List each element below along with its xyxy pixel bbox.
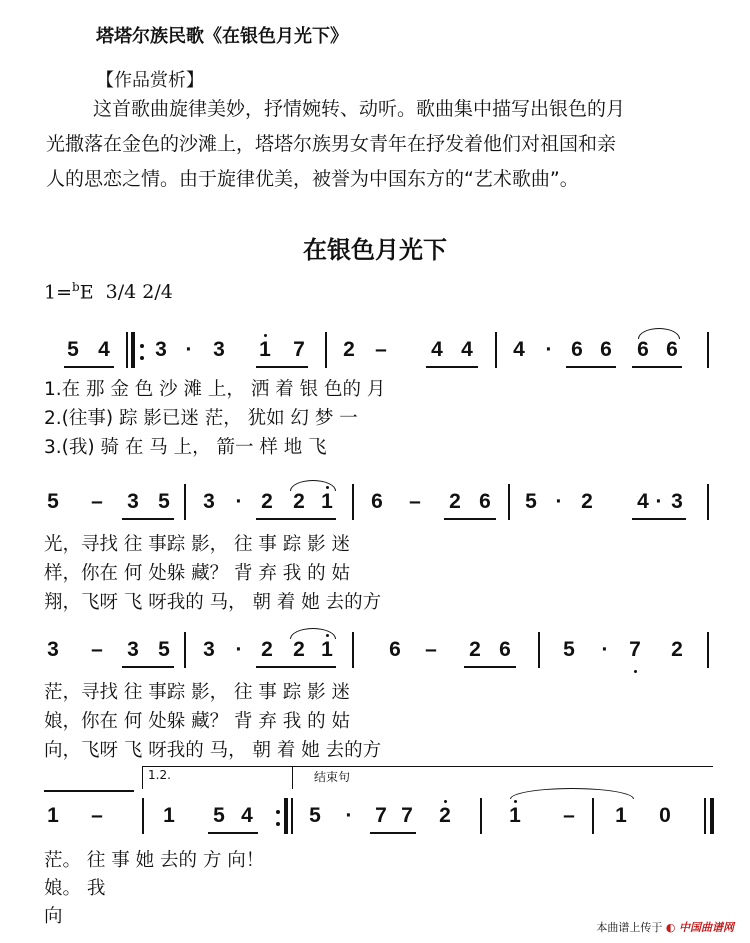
note: 3 [203,490,215,513]
repeat-start [131,332,135,368]
note: · [555,490,563,513]
note: · [235,638,243,661]
note: 6 [666,338,678,361]
note: 4 [431,338,443,361]
note: 3 [213,338,225,361]
note: 6 [499,638,511,661]
note: 2 [469,638,481,661]
barline [291,798,293,834]
note: 4 [98,338,110,361]
note: · [601,638,609,661]
key-prefix: 1= [44,281,73,304]
key-signature [44,280,173,303]
footer-brand[interactable]: 中国曲谱网 [679,921,734,934]
note: 7 [293,338,305,361]
appreciation-label: 【作品赏析】 [96,70,204,91]
notation-row-3 [0,638,750,668]
note: · [545,338,553,361]
note: 3 [671,490,683,513]
note: 7 [629,638,641,661]
tie [510,788,634,799]
barline [352,632,354,668]
slur [638,328,680,339]
underline [122,666,174,668]
note: 6 [371,490,383,513]
octave-dot [264,334,267,337]
key-note: E [79,281,94,304]
repeat-dot [276,822,280,826]
underline [256,518,336,520]
note: 1 [321,490,333,513]
paragraph-line: 人的思恋之情。由于旋律优美，被誉为中国东方的“艺术歌曲”。 [46,168,579,190]
note: 4 [241,804,253,827]
barline [184,484,186,520]
notation-row-2 [0,490,750,520]
ending-bracket [292,766,713,789]
underline [256,666,336,668]
barline [707,632,709,668]
note: 5 [158,638,170,661]
note: 6 [389,638,401,661]
note: 2 [293,490,305,513]
note: 5 [67,338,79,361]
note: 6 [571,338,583,361]
barline [592,798,594,834]
note: – [409,490,421,513]
note: 1 [47,804,59,827]
barline [325,332,327,368]
footer-credit [596,919,734,935]
note: 2 [261,638,273,661]
note: 5 [47,490,59,513]
note: · [655,490,663,513]
repeat-dot [140,344,144,348]
barline [352,484,354,520]
note: · [185,338,193,361]
lyric-line: 3.(我) 骑 在 马 上， 箭一 样 地 飞 [44,437,327,458]
final-barline-thick [710,798,714,834]
note: 3 [203,638,215,661]
octave-dot [514,800,517,803]
note: · [345,804,353,827]
octave-dot [444,800,447,803]
note: 1 [615,804,627,827]
note: 6 [479,490,491,513]
paragraph-line: 这首歌曲旋律美妙，抒情婉转、动听。歌曲集中描写出银色的月 [93,98,626,120]
key-flat: b [72,280,80,294]
note: – [91,804,103,827]
underline [566,366,616,368]
note: – [91,638,103,661]
note: 1 [509,804,521,827]
note: 1 [163,804,175,827]
underline [256,366,308,368]
note: 2 [261,490,273,513]
note: 2 [671,638,683,661]
barline [707,484,709,520]
note: 3 [155,338,167,361]
underline [464,666,516,668]
underline [208,832,258,834]
barline [508,484,510,520]
lyric-line: 翔，飞呀 飞 呀我的 马， 朝 着 她 去的方 [44,592,382,613]
note: 6 [600,338,612,361]
note: 7 [401,804,413,827]
notation-row-4 [0,804,750,834]
note: – [91,490,103,513]
lyric-line: 向，飞呀 飞 呀我的 马， 朝 着 她 去的方 [44,740,382,761]
underline [122,518,174,520]
note: 4 [637,490,649,513]
lyric-line: 茫。 往 事 她 去的 方 向！ [44,850,265,871]
note: · [235,490,243,513]
repeat-dot [276,810,280,814]
note: 7 [375,804,387,827]
underline [426,366,478,368]
note: 2 [343,338,355,361]
underline [370,832,416,834]
note: 1 [321,638,333,661]
note: – [425,638,437,661]
lyric-line: 茫，寻找 往 事踪 影， 往 事 踪 影 迷 [44,682,351,703]
note: 2 [449,490,461,513]
note: 5 [213,804,225,827]
time-signature: 3/4 2/4 [105,281,173,304]
appreciation-paragraph [46,92,716,197]
note: 4 [513,338,525,361]
barline [184,632,186,668]
lyric-line: 光，寻找 往 事踪 影， 往 事 踪 影 迷 [44,534,351,555]
barline [538,632,540,668]
note: 4 [461,338,473,361]
note: – [563,804,575,827]
note: 5 [158,490,170,513]
song-title: 在银色月光下 [303,235,447,264]
notation-row-1 [0,338,750,368]
repeat-end [284,798,288,834]
underline [444,518,496,520]
repeat-dot [140,356,144,360]
lyric-line: 娘，你在 何 处躲 藏？ 背 弃 我 的 姑 [44,711,351,732]
note: 2 [293,638,305,661]
barline [142,798,144,834]
note: 3 [127,490,139,513]
note: 3 [47,638,59,661]
note: 5 [309,804,321,827]
note: 0 [659,804,671,827]
lyric-line: 2.(往事) 踪 影已迷 茫， 犹如 幻 梦 一 [44,408,358,429]
note: – [375,338,387,361]
volta-label: 1.2. [148,768,171,782]
paragraph-line: 光撒落在金色的沙滩上，塔塔尔族男女青年在抒发着他们对祖国和亲 [46,133,617,155]
slur [290,480,336,491]
note: 2 [439,804,451,827]
note: 5 [563,638,575,661]
note: 2 [581,490,593,513]
lyric-line: 1.在 那 金 色 沙 滩 上， 洒 着 银 色的 月 [44,379,386,400]
ending-label: 结束句 [314,770,351,784]
header-title: 塔塔尔族民歌《在银色月光下》 [96,26,348,47]
slur [290,628,336,639]
tie [44,790,134,792]
underline [632,518,686,520]
brand-icon: ◐ [665,921,676,934]
underline [632,366,682,368]
note: 3 [127,638,139,661]
final-barline-thin [704,798,706,834]
barline [126,332,128,368]
note: 5 [525,490,537,513]
lyric-line: 向 [44,906,63,927]
footer-text: 本曲谱上传于 [596,921,663,934]
underline [64,366,114,368]
note: 6 [637,338,649,361]
barline [480,798,482,834]
barline [495,332,497,368]
lyric-line: 娘。 我 [44,878,106,899]
octave-dot-below [634,670,637,673]
note: 1 [259,338,271,361]
barline [707,332,709,368]
lyric-line: 样，你在 何 处躲 藏？ 背 弃 我 的 姑 [44,563,351,584]
